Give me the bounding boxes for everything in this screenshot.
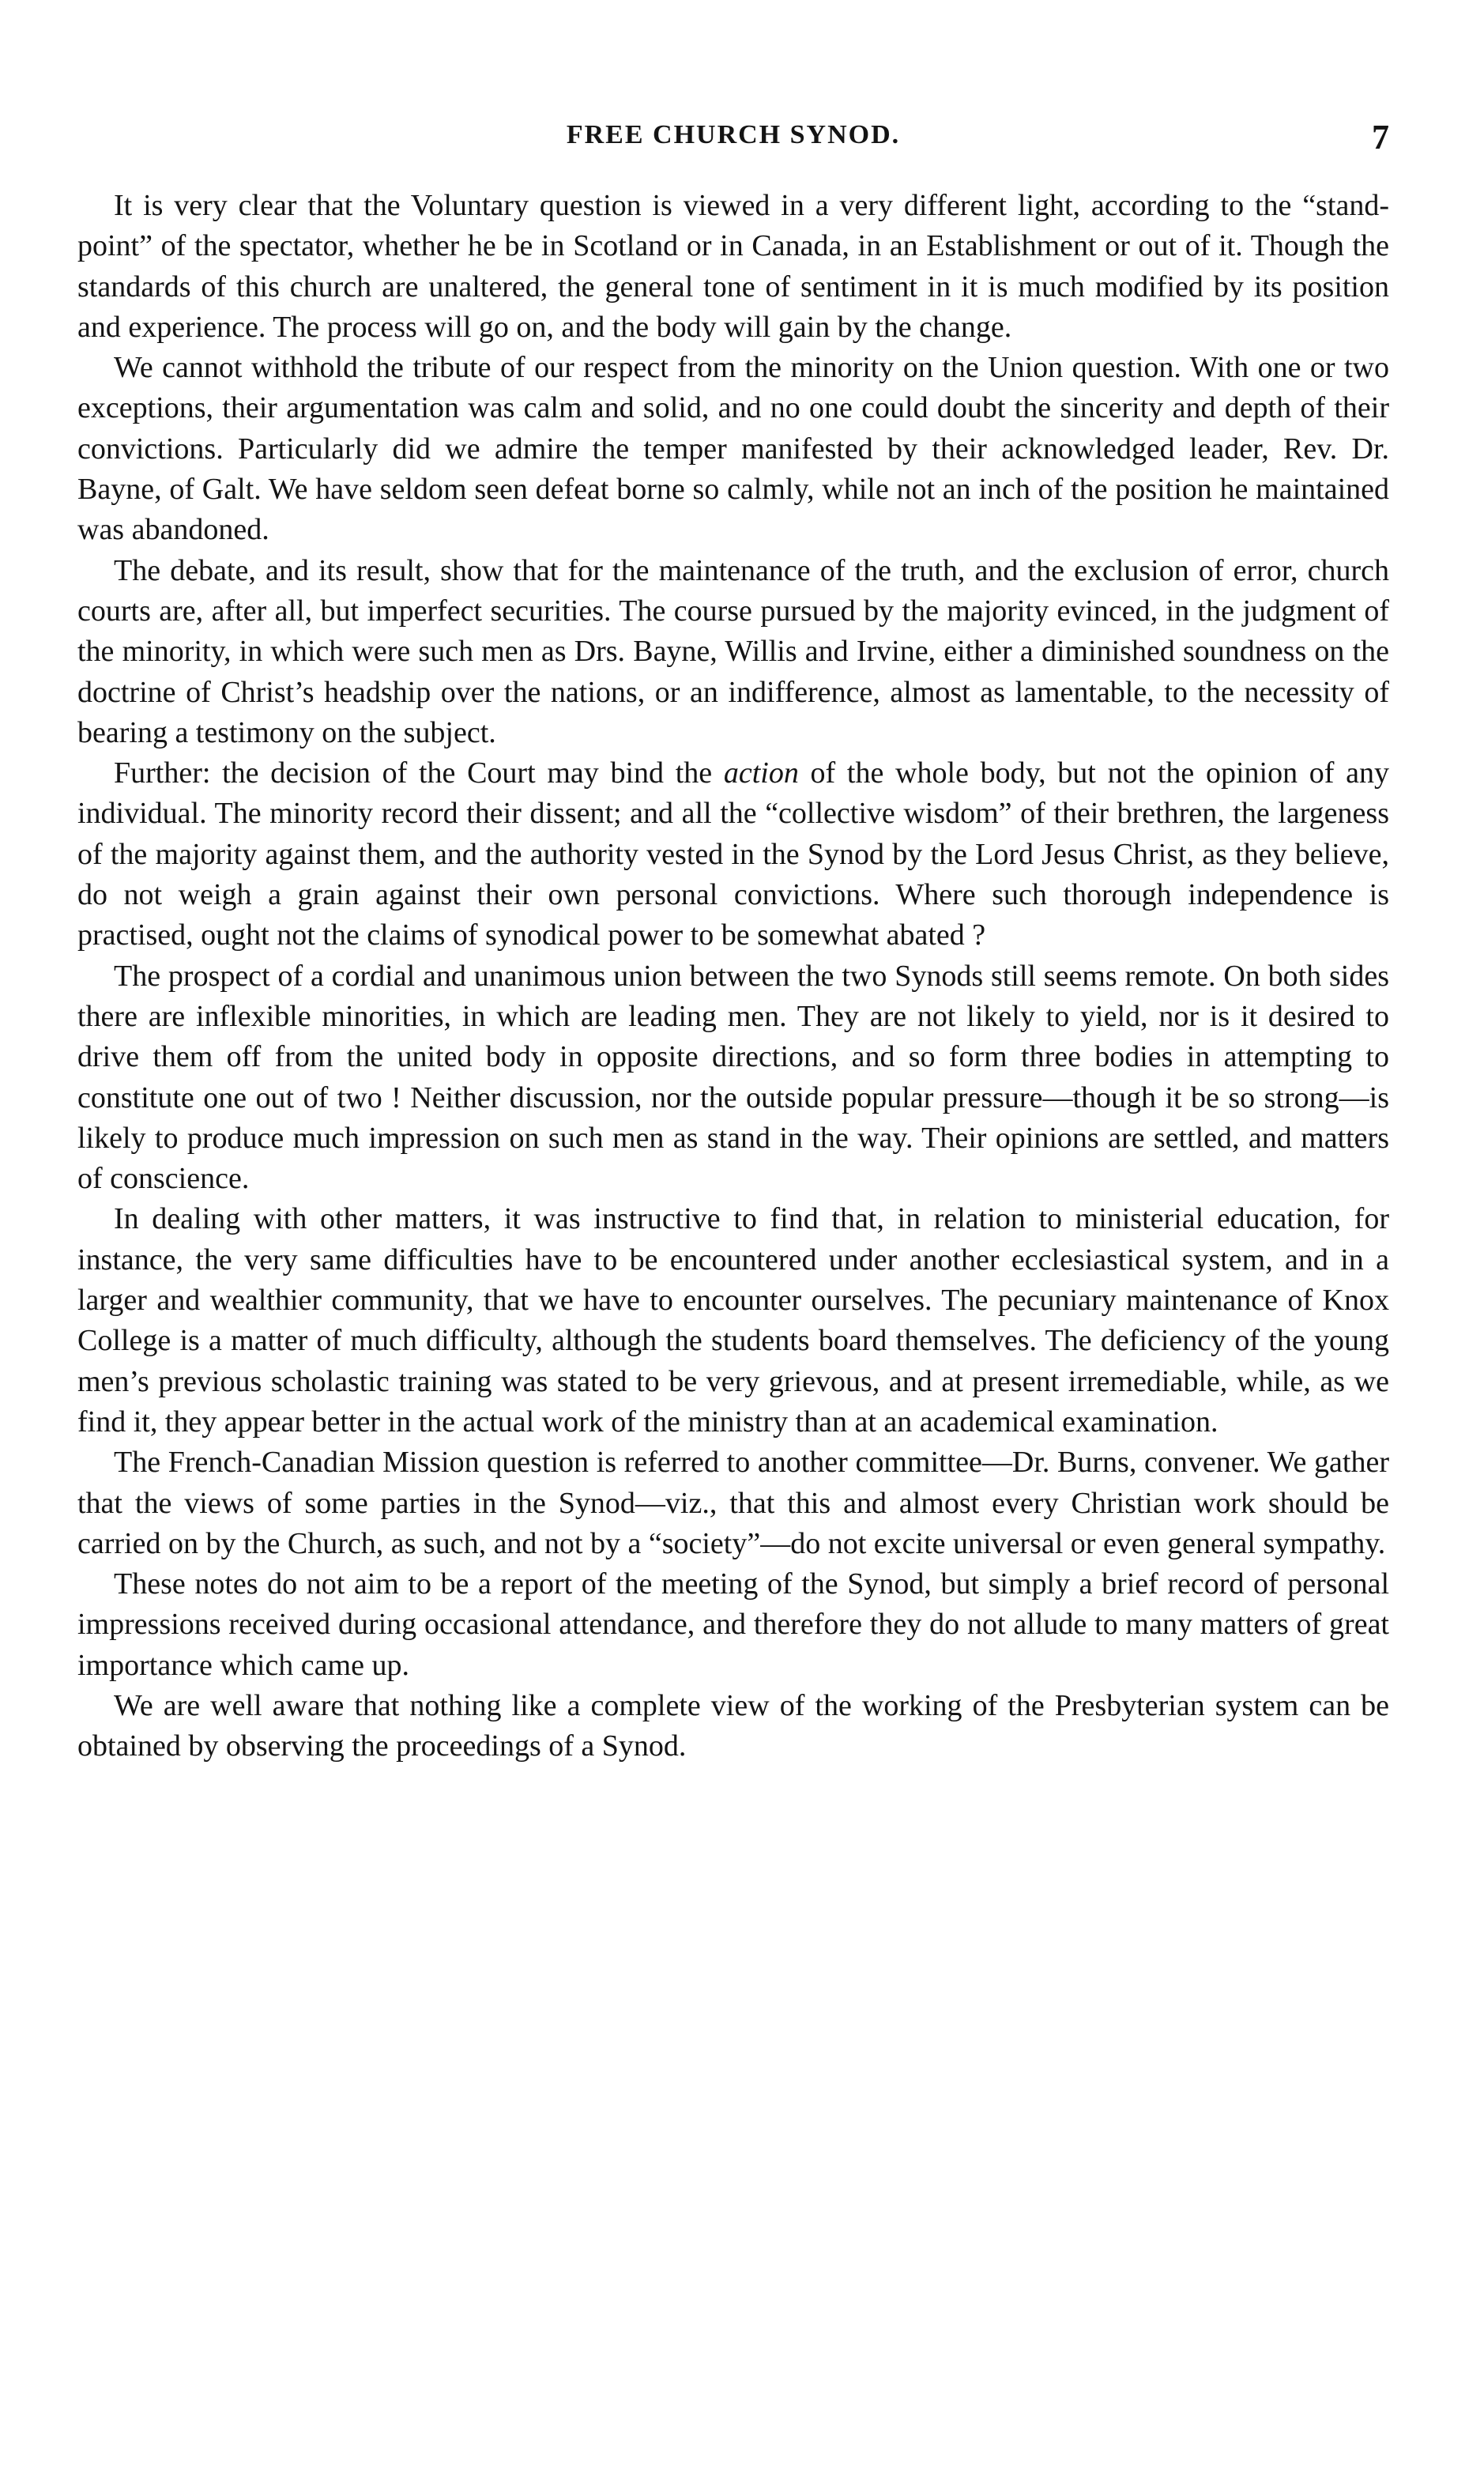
page-number: 7 [1372,118,1389,156]
paragraph-union-minority: We cannot withhold the tribute of our respect from the minority on the Union question. With one or two exceptions, their argumentation was calm and solid, and no one could doubt the sincerity and depth of their convictions. Particularly did we admire the temper manifested by their acknowledged leader, Rev. Dr. Bayne, of Galt. We have seldom seen defeat borne so calmly, while not an inch of the position he maintained was abandoned. [77,351,1389,547]
paragraph-court-decision: Further: the decision of the Court may bind the action of the whole body, but not the opinion of any individual. The minority record their dissent; and all the “collective wisdom” of their brethren, the largeness of the majority against them, and the authority vested in the Synod by the Lord Jesus Christ, as they believe, do not weigh a grain against their own personal convictions. Where such thorough independence is practised, ought not the claims of synodical power to be somewhat abated ? [77,756,1389,952]
paragraph-union-prospect: The prospect of a cordial and unanimous union between the two Synods still seems remote. On both sides there are inflexible minorities, in which are leading men. They are not likely to yield, nor is it desired to drive them off from the united body in opposite directions, and so form three bodies in attempting to constitute one out of two ! Neither discussion, nor the outside popular pressure—though it be so strong—is likely to produce much impression on such men as stand in the way. Their opinions are settled, and matters of conscience. [77,959,1389,1196]
running-title: FREE CHURCH SYNOD. [566,120,901,149]
paragraph-ministerial-education: In dealing with other matters, it was instructive to find that, in relation to ministerial education, for instance, the very same difficulties have to be encountered under another ecclesiastical system, and in a larger and wealthier community, that we have to encounter ourselves. The pecuniary maintenance of Knox College is a matter of much difficulty, although the students board themselves. The deficiency of the young men’s previous scholastic training was stated to be very grievous, and at present irremediable, while, as we find it, they appear better in the actual work of the ministry than at an academical examination. [77,1202,1389,1439]
paragraph-presbyterian-system: We are well aware that nothing like a complete view of the working of the Presbyterian system can be obtained by observing the proceedings of a Synod. [77,1688,1389,1763]
paragraph-debate-result: The debate, and its result, show that for the maintenance of the truth, and the exclusion of error, church courts are, after all, but imperfect securities. The course pursued by the majority evinced, in the judgment of the minority, in which were such men as Drs. Bayne, Willis and Irvine, either a diminished soundness on the doctrine of Christ’s headship over the nations, or an indifference, almost as lamentable, to the necessity of bearing a testimony on the subject. [77,553,1389,749]
running-head [77,117,1389,164]
italic-emphasis: action [723,756,799,790]
paragraph-voluntary-question: It is very clear that the Voluntary question is viewed in a very different light, according to the “stand-point” of the spectator, whether he be in Scotland or in Canada, in an Establishment or out of it. Though the standards of this church are unaltered, the general tone of sentiment in it is much modified by its position and experience. The process will go on, and the body will gain by the change. [77,189,1389,344]
body-text [77,186,1389,1767]
paragraph-french-canadian-mission: The French-Canadian Mission question is referred to another committee—Dr. Burns, convener. We gather that the views of some parties in the Synod—viz., that this and almost every Christian work should be carried on by the Church, as such, and not by a “society”—do not excite universal or even general sympathy. [77,1446,1389,1560]
paragraph-notes-aim: These notes do not aim to be a report of the meeting of the Synod, but simply a brief record of personal impressions received during occasional attendance, and therefore they do not allude to many matters of great importance which came up. [77,1567,1389,1682]
